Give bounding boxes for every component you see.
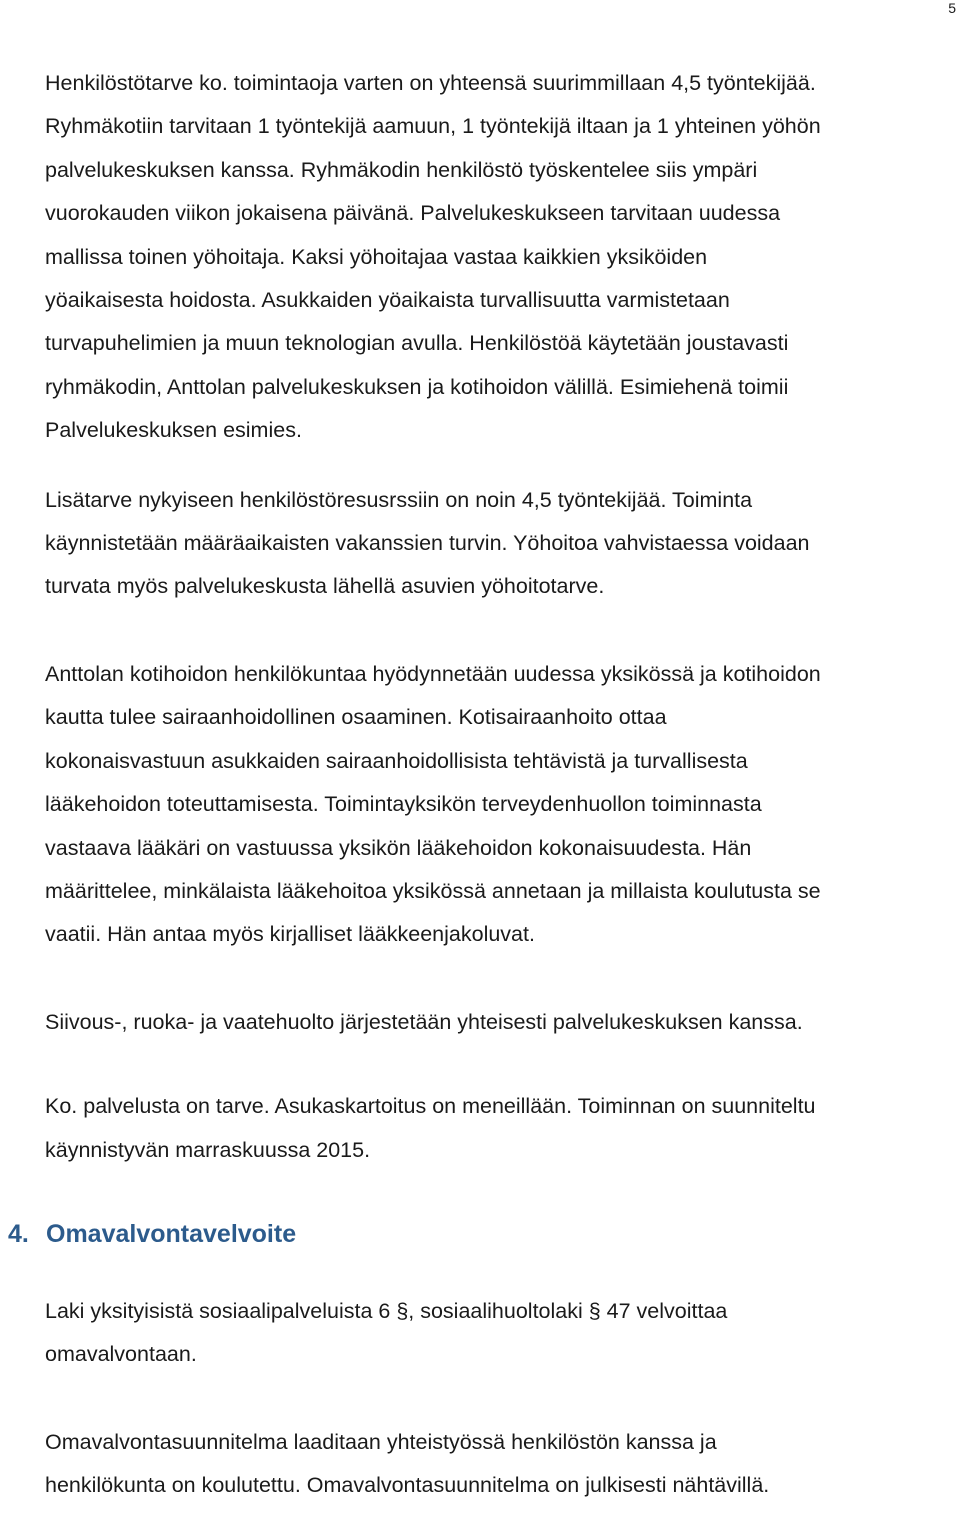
paragraph-service-need: Ko. palvelusta on tarve. Asukaskartoitus on meneillään. Toiminnan on suunniteltu käynnistyvän marraskuussa 2015. <box>45 1094 816 1162</box>
page-number: 5 <box>948 0 956 16</box>
paragraph-law: Laki yksityisistä sosiaalipalveluista 6 §, sosiaalihuoltolaki § 47 velvoittaa omavalvontaan. <box>45 1298 728 1367</box>
section-title: Omavalvontavelvoite <box>46 1219 297 1248</box>
section-heading <box>8 1214 945 1254</box>
paragraph-cleaning-food: Siivous-, ruoka- ja vaatehuolto järjestetään yhteisesti palvelukeskuksen kanssa. <box>45 1009 803 1034</box>
paragraph-staffing-need: Henkilöstötarve ko. toimintaoja varten on yhteensä suurimmillaan 4,5 työntekijää. Ryhmäkotiin tarvitaan 1 työntekijä aamuun, 1 työntekijä iltaan ja 1 yhteinen yöhön palvelukeskuksen kanssa. Ryhmäkodin henkilöstö työskentelee siis ympäri vuorokauden viikon jokaisena päivänä. Palvelukeskukseen tarvitaan uudessa mallissa toinen yöhoitaja. Kaksi yöhoitajaa vastaa kaikkien yksiköiden yöaikaisesta hoidosta. Asukkaiden yöaikaista turvallisuutta varmistetaan turvapuhelimien ja muun teknologian avulla. Henkilöstöä käytetään joustavasti ryhmäkodin, Anttolan palvelukeskuksen ja kotihoidon välillä. Esimiehenä toimii Palvelukeskuksen esimies. <box>45 71 821 443</box>
section-number: 4. <box>8 1219 29 1248</box>
paragraph-additional-need: Lisätarve nykyiseen henkilöstöresusrssiin on noin 4,5 työntekijää. Toiminta käynnistetään määräaikaisten vakanssien turvin. Yöhoitoa vahvistaessa voidaan turvata myös palvelukeskusta lähellä asuvien yöhoitotarve. <box>45 487 810 599</box>
paragraph-self-monitoring-plan: Omavalvontasuunnitelma laaditaan yhteistyössä henkilöstön kanssa ja henkilökunta on koulutettu. Omavalvontasuunnitelma on julkisesti nähtävillä. <box>45 1429 770 1498</box>
paragraph-home-care: Anttolan kotihoidon henkilökuntaa hyödynnetään uudessa yksikössä ja kotihoidon kautta tulee sairaanhoidollinen osaaminen. Kotisairaanhoito ottaa kokonaisvastuun asukkaiden sairaanhoidollisista tehtävistä ja turvallisesta lääkehoidon toteuttamisesta. Toimintayksikön terveydenhuollon toiminnasta vastaava lääkäri on vastuussa yksikön lääkehoidon kokonaisuudesta. Hän määrittelee, minkälaista lääkehoitoa yksikössä annetaan ja millaista koulutusta se vaatii. Hän antaa myös kirjalliset lääkkeenjakoluvat. <box>45 661 821 947</box>
document-body <box>8 62 945 1508</box>
